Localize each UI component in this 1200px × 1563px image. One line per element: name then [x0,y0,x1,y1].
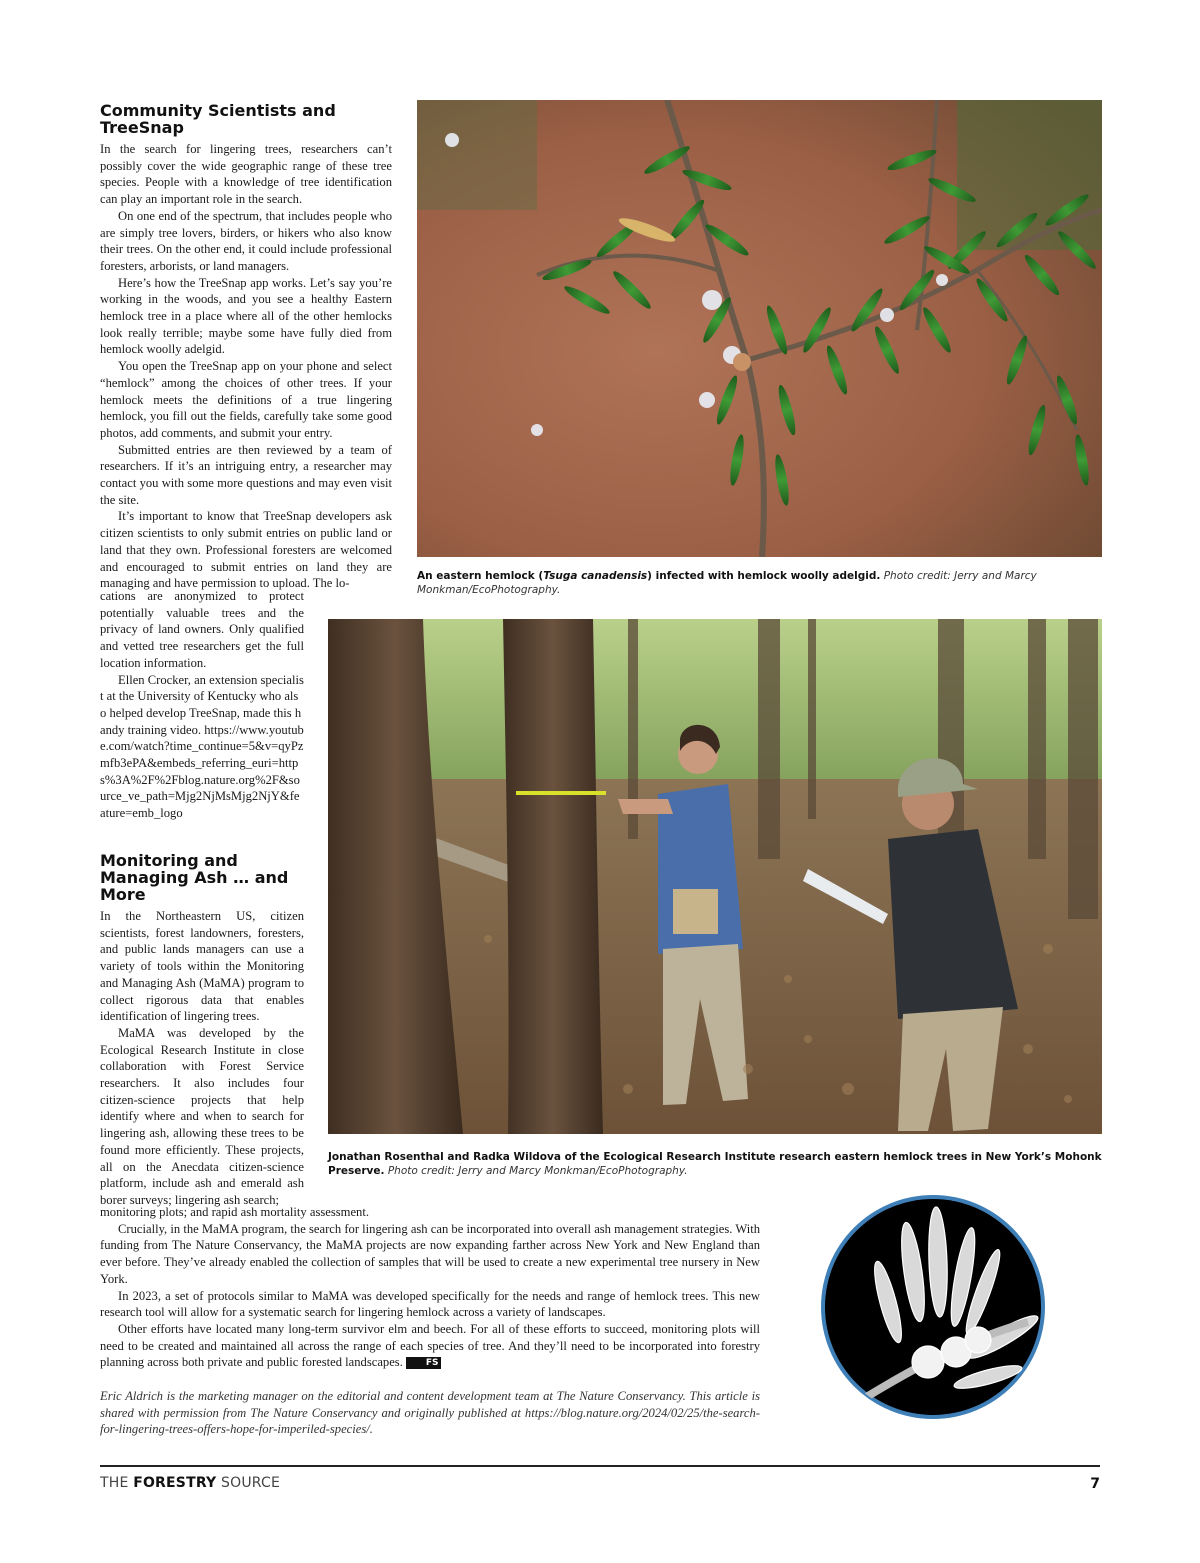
section-body [100,908,304,1209]
caption-text: An eastern hemlock (Tsuga canadensis) infected with hemlock woolly adelgid. [417,570,881,582]
paragraph: MaMA was developed by the Ecological Research Institute in close collaboration with Forest Service researchers. It also includes four citizen-science projects that help identify where and when to search for lingering ash, allowing these trees to be found more efficiently. These projects, all on the Anecdata citizen-science platform, include ash and emerald ash borer surveys; lingering ash search; [100,1025,304,1207]
end-mark-icon: FS [406,1357,441,1369]
section-community-scientists [100,102,392,592]
paragraph: monitoring plots; and rapid ash mortality assessment. [100,1205,369,1219]
paragraph: It’s important to know that TreeSnap developers ask citizen scientists to only submit entries on public land or land that they own. Professional foresters are welcomed and encouraged to submit entries on land they are managing and have permission to upload. The lo- [100,509,392,591]
paragraph: In 2023, a set of protocols similar to MaMA was developed specifically for the needs and range of hemlock trees. This new research tool will allow for a systematic search for lingering hemlock across a variety of landscapes. [100,1288,760,1320]
section-body [100,141,392,592]
section-heading: Monitoring and Managing Ash … and More [100,851,289,904]
publication-name: THE FORESTRY SOURCE [100,1475,281,1491]
photo2-caption [328,1151,1102,1178]
paragraph-video-link: Ellen Crocker, an extension specialist at the University of Kentucky who also helped develop TreeSnap, made this handy training video. https://www.youtube.com/watch?time_continue=5&v=qyPzmfb3ePA&embeds_referring_euri=https%3A%2F%2Fblog.nature.org%2F&source_ve_path=Mjg2NjMsMjg2NjY&feature=emb_logo [100,672,304,821]
photo-credit: Photo credit: Jerry and Marcy Monkman/EcoPhotography. [387,1164,688,1177]
photo1-caption [417,570,1102,597]
researchers-forest-photo [328,619,1102,1134]
section-monitoring-ash [100,852,304,1209]
paragraph: cations are anonymized to protect potentially valuable trees and the privacy of land owners. Only qualified and vetted tree researchers get the full location information. [100,589,304,670]
paragraph [100,1321,760,1371]
paragraph: In the search for lingering trees, researchers can’t possibly cover the wide geographic range of these tree species. People with a knowledge of tree identification can play an important role in the search. [100,142,392,207]
footer-rule [100,1465,1100,1467]
photo-credit: Photo credit: Jerry and Marcy Monkman/EcoPhotography. [417,570,1037,596]
paragraph: Crucially, in the MaMA program, the search for lingering ash can be incorporated into overall ash management strategies. With funding from The Nature Conservancy, the MaMA projects are now expanding farther across New York and New England than ever before. They’ve already enabled the collection of samples that will be used to create a new experimental tree nursery in New York. [100,1221,760,1286]
paragraph: On one end of the spectrum, that includes people who are simply tree lovers, birders, or hikers who also know their trees. On the other end, it could include professional foresters, arborists, or land managers. [100,208,392,273]
species-name: Tsuga canadensis [543,570,648,582]
paragraph: In the Northeastern US, citizen scientists, forest landowners, foresters, and public lands managers can use a variety of tools within the Monitoring and Managing Ash (MaMA) program to collect rigorous data that enables identification of lingering trees. [100,909,304,1024]
paragraph: Here’s how the TreeSnap app works. Let’s say you’re working in the woods, and you see a healthy Eastern hemlock tree in a place where all of the other hemlocks look really terrible; maybe some have fully died from hemlock woolly adelgid. [100,275,392,357]
page-number: 7 [1090,1476,1100,1492]
section-body-wide [100,1204,760,1371]
paragraph-text: Other efforts have located many long-term survivor elm and beech. For all of these efforts to succeed, monitoring plots will need to be created and maintained all across the range of each species of tree. And they’ll need to be incorporated into forestry planning across both private and public forested landscapes. [100,1321,760,1370]
section-body-narrow [100,588,304,822]
section-heading: Community Scientists and TreeSnap [100,101,336,137]
paragraph: You open the TreeSnap app on your phone and select “hemlock” among the choices of other trees. If your hemlock meets the definitions of a true lingering hemlock, you fill out the fields, carefully take some good photos, add comments, and submit your entry. [100,359,392,440]
caption-text: Jonathan Rosenthal and Radka Wildova of the Ecological Research Institute research eastern hemlock trees in New York’s Mohonk Preserve. [328,1151,1102,1177]
hemlock-illustration-icon [818,1192,1048,1422]
hemlock-branch-photo [417,100,1102,557]
author-bio: Eric Aldrich is the marketing manager on the editorial and content development team at The Nature Conservancy. This article is shared with permission from The Nature Conservancy and originally published at https://blog.nature.org/2024/02/25/the-search-for-lingering-trees-offers-hope-for-imperiled-species/. [100,1389,760,1437]
paragraph: Submitted entries are then reviewed by a team of researchers. If it’s an intriguing entry, a researcher may contact you with some more questions and may even visit the site. [100,442,392,507]
